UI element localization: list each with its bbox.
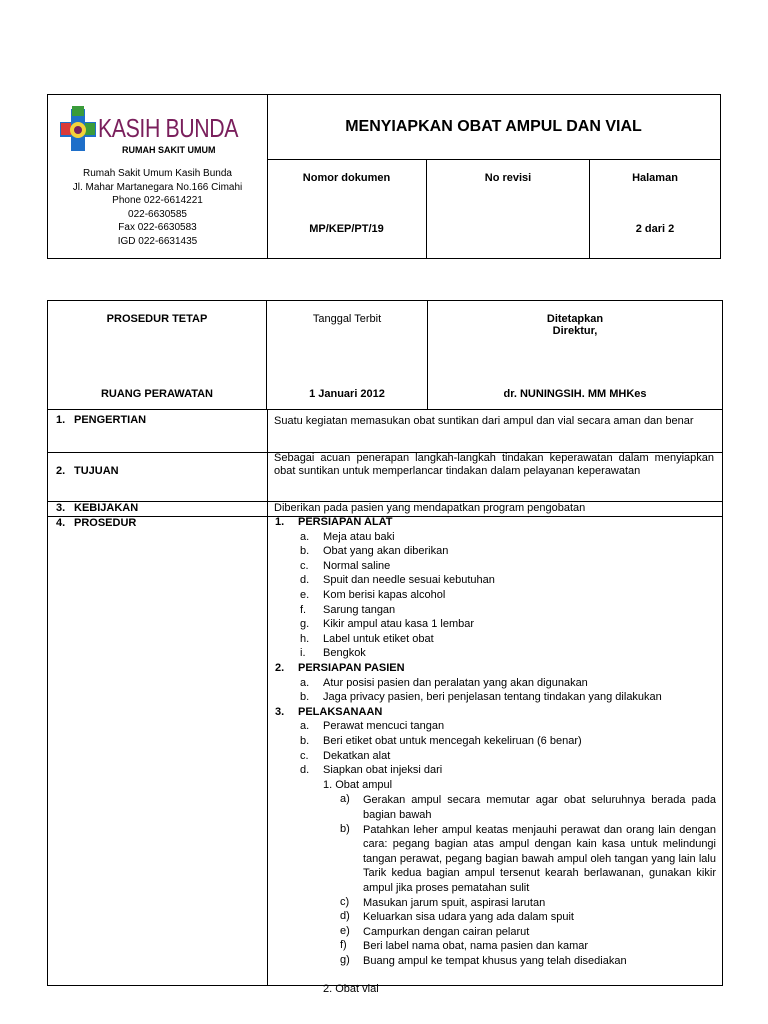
revision-label: No revisi (484, 172, 532, 184)
address-line: Phone 022-6614221 (112, 195, 203, 207)
list-item: Perawat mencuci tangan (323, 720, 445, 733)
revision-cell (427, 159, 590, 258)
logo-subtitle: RUMAH SAKIT UMUM (122, 145, 216, 155)
tujuan-text: Sebagai acuan penerapan langkah-langkah tindakan keperawatan dalam menyiapkan obat suntikan untuk memperlancar tindakan dalam pelayanan keperawatan (274, 452, 714, 477)
list-item: Beri etiket obat untuk mencegah kekeliruan (6 benar) (323, 735, 582, 747)
logo-brand-text: KASIH BUNDA (98, 113, 239, 143)
hospital-address (48, 167, 267, 249)
section-number: 3. (275, 705, 285, 718)
list-marker: g) (340, 954, 350, 966)
list-item: Jaga privacy pasien, beri penjelasan tentang tindakan yang dilakukan (323, 691, 662, 704)
doc-number-cell (267, 159, 427, 258)
hospital-logo (60, 105, 260, 155)
list-item: Dekatkan alat (323, 749, 391, 762)
document-header (47, 94, 721, 259)
row-label-cell (48, 501, 268, 516)
procedure-unit: RUANG PERAWATAN (100, 388, 214, 400)
section-number: 1. (275, 516, 285, 528)
procedure-info-table (47, 300, 723, 410)
list-item: Kom berisi kapas alcohol (323, 589, 446, 601)
list-marker: e) (340, 924, 350, 937)
list-marker: i. (300, 647, 306, 660)
document-title: MENYIAPKAN OBAT AMPUL DAN VIAL (267, 95, 720, 160)
list-marker: b. (300, 545, 310, 558)
row-label: 4. PROSEDUR (56, 517, 137, 529)
list-item: Campurkan dengan cairan pelarut (363, 925, 530, 938)
approval-cell (428, 301, 722, 409)
list-item: Keluarkan sisa udara yang ada dalam spuit (363, 911, 574, 924)
address-line: Rumah Sakit Umum Kasih Bunda (83, 168, 232, 179)
sub-list-title: 2. Obat vial (323, 983, 379, 996)
list-marker: b) (340, 822, 350, 835)
cross-logo-icon (60, 105, 96, 155)
page-label: Halaman (632, 172, 678, 184)
section-number: 2. (275, 662, 285, 674)
list-marker: a) (340, 793, 350, 806)
row-tujuan (48, 452, 722, 502)
director-name: dr. NUNINGSIH. MM MHKes (503, 388, 647, 400)
kebijakan-text: Diberikan pada pasien yang mendapatkan program pengobatan (274, 502, 586, 514)
page-value: 2 dari 2 (635, 223, 675, 235)
row-label: 2. TUJUAN (56, 465, 119, 477)
doc-number-value: MP/KEP/PT/19 (309, 223, 384, 235)
hospital-info-cell (48, 95, 268, 258)
address-line: IGD 022-6631435 (117, 235, 198, 247)
issue-date-cell (267, 301, 428, 409)
list-marker: b. (300, 735, 310, 747)
row-prosedur (48, 516, 722, 996)
row-label-cell (48, 516, 268, 986)
list-item: Patahkan leher ampul keatas menjauhi perawat dan orang lain dengan cara: pegang bagian atas ampul dengan kain kasa untuk melindungi tangan perawat, pegang bagian bawah ampul oleh tangan yang lain lalu Tarik kedua bagian ampul tersenut kearah berlawanan, gunakan kikir ampul jika proses pematahan sulit (363, 823, 716, 894)
doc-number-label: Nomor dokumen (302, 172, 391, 184)
list-marker: f) (340, 939, 347, 952)
row-label-cell (48, 410, 268, 452)
approval-line-1: Ditetapkan (546, 313, 604, 325)
list-item: Kikir ampul atau kasa 1 lembar (323, 618, 475, 631)
section-title: PERSIAPAN ALAT (298, 516, 393, 528)
approval-label (428, 313, 722, 337)
procedure-type: PROSEDUR TETAP (106, 313, 208, 325)
list-item: Normal saline (323, 559, 391, 572)
address-line: Fax 022-6630583 (118, 222, 197, 234)
list-marker: f. (300, 603, 307, 616)
row-label: 1. PENGERTIAN (56, 414, 147, 426)
list-item: Obat yang akan diberikan (323, 545, 449, 558)
row-label: 3. KEBIJAKAN (56, 502, 139, 514)
list-marker: h. (300, 632, 310, 645)
list-marker: g. (300, 618, 310, 631)
list-item: Masukan jarum spuit, aspirasi larutan (363, 896, 546, 909)
procedure-type-cell (48, 301, 267, 409)
list-marker: e. (300, 589, 310, 601)
list-item: Beri label nama obat, nama pasien dan kamar (363, 940, 589, 953)
list-item: Gerakan ampul secara memutar agar obat seluruhnya berada pada bagian bawah (363, 794, 716, 821)
list-marker: a. (300, 530, 310, 543)
list-marker: a. (300, 676, 310, 689)
list-marker: c. (300, 749, 309, 762)
section-title: PERSIAPAN PASIEN (298, 662, 405, 674)
page-cell (590, 159, 720, 258)
address-line: Jl. Mahar Martanegara No.166 Cimahi (72, 181, 243, 193)
approval-line-2: Direktur, (552, 325, 598, 337)
pengertian-text: Suatu kegiatan memasukan obat suntikan dari ampul dan vial secara aman dan benar (274, 415, 694, 427)
list-marker: d) (340, 910, 350, 923)
list-item: Atur posisi pasien dan peralatan yang akan digunakan (323, 676, 588, 689)
address-line: 022-6630585 (128, 208, 187, 220)
issue-date-value: 1 Januari 2012 (309, 388, 385, 400)
section-title: PELAKSANAAN (298, 705, 383, 718)
list-marker: a. (300, 720, 310, 733)
list-marker: d. (300, 574, 310, 587)
list-item: Bengkok (323, 647, 366, 660)
list-item: Sarung tangan (323, 603, 396, 616)
list-item: Meja atau baki (323, 530, 395, 543)
list-item: Buang ampul ke tempat khusus yang telah disediakan (363, 955, 627, 967)
list-marker: c) (340, 895, 350, 908)
row-pengertian (48, 410, 722, 453)
list-item: Siapkan obat injeksi dari (323, 764, 443, 777)
list-marker: c. (300, 559, 309, 572)
sub-list-title: 1. Obat ampul (323, 778, 393, 791)
procedure-content-table (47, 410, 723, 996)
issue-date-label: Tanggal Terbit (312, 313, 382, 325)
list-item: Spuit dan needle sesuai kebutuhan (323, 574, 495, 587)
list-marker: d. (300, 764, 310, 777)
list-item: Label untuk etiket obat (323, 632, 434, 645)
document-meta-row (267, 159, 720, 258)
row-label-cell (48, 452, 268, 501)
row-kebijakan (48, 501, 722, 517)
list-marker: b. (300, 691, 310, 704)
